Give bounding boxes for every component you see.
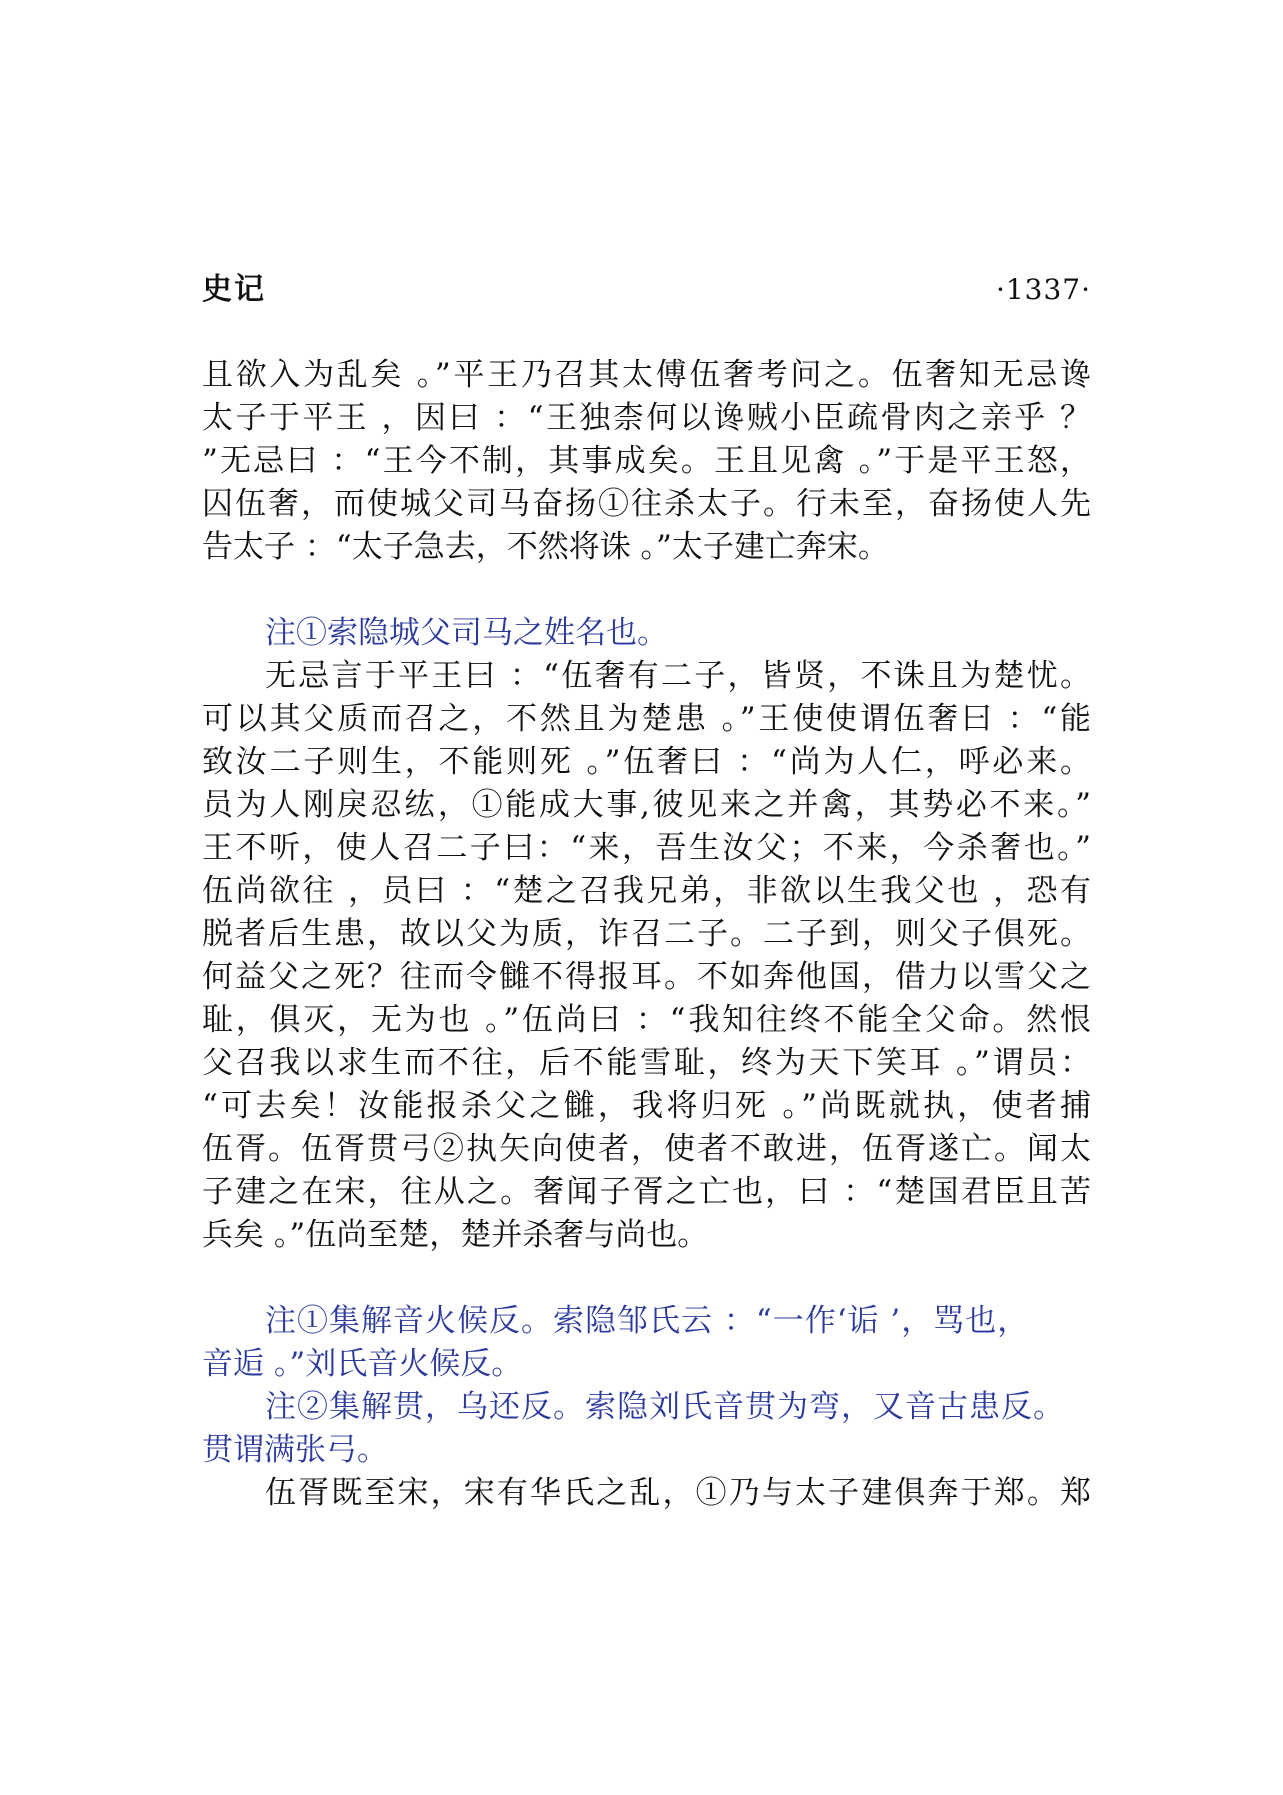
note-line: 贯谓满张弓。 <box>202 1432 388 1468</box>
text-line: 伍胥。伍胥贯弓②执矢向使者，使者不敢进，伍胥遂亡。闻太 <box>202 1131 1091 1167</box>
paragraph-gap <box>202 569 1091 612</box>
text-line: 王不听，使人召二子曰：“来，吾生汝父；不来，今杀奢也。” <box>202 830 1091 866</box>
note-line: 注②集解贯，乌还反。索隐刘氏音贯为弯，又音古患反。 <box>265 1389 1065 1425</box>
text-line: ”无忌曰 ：“王今不制，其事成矣。王且见禽 。”于是平王怒， <box>202 443 1091 479</box>
text-line: 兵矣 。”伍尚至楚，楚并杀奢与尚也。 <box>202 1217 709 1253</box>
text-line: 且欲入为乱矣 。”平王乃召其太傅伍奢考问之。伍奢知无忌谗 <box>202 357 1091 393</box>
note-line: 注①集解音火候反。索隐邹氏云 ：“一作‘诟 ’，骂也， <box>265 1303 1030 1339</box>
note-line: 音逅 。”刘氏音火候反。 <box>202 1346 523 1382</box>
text-line: 致汝二子则生，不能则死 。”伍奢曰 ：“尚为人仁，呼必来。 <box>202 744 1091 780</box>
text-line: 伍尚欲往 ，员曰 ：“楚之召我兄弟，非欲以生我父也 ，恐有 <box>202 873 1091 909</box>
text-line: 伍胥既至宋，宋有华氏之乱，①乃与太子建俱奔于郑。郑 <box>265 1475 1091 1511</box>
text-line: 员为人刚戾忍纮，①能成大事,彼见来之并禽，其势必不来。” <box>202 787 1091 823</box>
text-line: 告太子 ：“太子急去，不然将诛 。”太子建亡奔宋。 <box>202 529 889 565</box>
text-line: 耻，俱灭，无为也 。”伍尚曰 ：“我知往终不能全父命。然恨 <box>202 1002 1091 1038</box>
paragraph-gap <box>202 1257 1091 1300</box>
book-title: 史记 <box>202 272 266 307</box>
text-line: 可以其父质而召之，不然且为楚患 。”王使使谓伍奢曰 ：“能 <box>202 701 1091 737</box>
text-line: “可去矣！汝能报杀父之雠，我将归死 。”尚既就执，使者捕 <box>202 1088 1091 1124</box>
text-line: 父召我以求生而不往，后不能雪耻，终为天下笑耳 。”谓员： <box>202 1045 1091 1081</box>
note-line: 注①索隐城父司马之姓名也。 <box>265 615 668 651</box>
page-body <box>202 354 1091 1515</box>
text-line: 脱者后生患，故以父为质，诈召二子。二子到，则父子俱死。 <box>202 916 1091 952</box>
page-header <box>202 268 1091 312</box>
text-line: 何益父之死？往而令雠不得报耳。不如奔他国，借力以雪父之 <box>202 959 1091 995</box>
text-line: 无忌言于平王曰 ：“伍奢有二子，皆贤，不诛且为楚忧。 <box>265 658 1091 694</box>
text-line: 囚伍奢，而使城父司马奋扬①往杀太子。行未至，奋扬使人先 <box>202 486 1091 522</box>
page-number: ·1337· <box>995 273 1091 306</box>
text-line: 太子于平王 ，因曰 ：“王独柰何以谗贼小臣疏骨肉之亲乎 ？ <box>202 400 1091 436</box>
text-line: 子建之在宋，往从之。奢闻子胥之亡也，曰 ：“楚国君臣且苦 <box>202 1174 1091 1210</box>
